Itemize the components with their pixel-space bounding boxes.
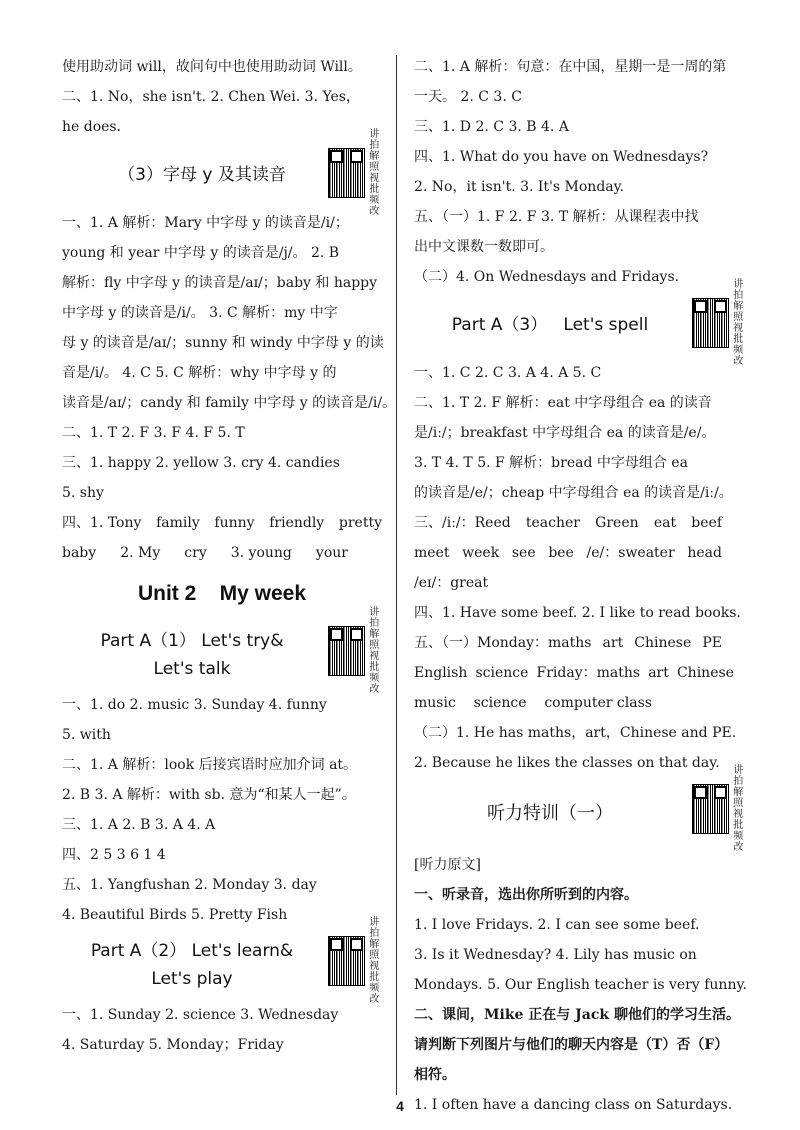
text-line: 使用助动词 will，故问句中也使用助动词 Will。 (62, 59, 362, 75)
word: Green (595, 515, 639, 531)
text-line: 二、课间，Mike 正在与 Jack 聊他们的学习生活。 (414, 1007, 740, 1023)
text-line: music science computer class (414, 695, 652, 711)
qr-code-icon[interactable] (692, 279, 746, 367)
word: Friday：maths (536, 665, 641, 681)
page-number: 4 (396, 1098, 404, 1114)
section-header-part-a2 (62, 917, 382, 1005)
text-line: 一、听录音，选出你所听到的内容。 (414, 887, 638, 903)
text-line (414, 628, 722, 658)
text-line: 3. Is it Wednesday? 4. Lily has music on (414, 947, 697, 963)
text-line: 解析：fly 中字母 y 的读音是/aɪ/；baby 和 happy (62, 275, 378, 291)
text-line: 2. B 3. A 解析：with sb. 意为“和某人一起”。 (62, 787, 356, 803)
text-line: 五、（一）1. F 2. F 3. T 解析：从课程表中找 (414, 209, 699, 225)
word: 五、（一）Monday：maths (414, 635, 592, 651)
section-title: （3）字母 y 及其读音 (118, 165, 286, 185)
qr-code-icon[interactable] (328, 607, 382, 695)
text-line: 母 y 的读音是/aɪ/；sunny 和 windy 中字母 y 的读 (62, 335, 384, 351)
text-line: 四、2 5 3 6 1 4 (62, 847, 166, 863)
right-column (414, 52, 746, 1120)
text-line: 二、1. T 2. F 3. F 4. F 5. T (62, 425, 245, 441)
text-line: 1. I love Fridays. 2. I can see some beef. (414, 917, 700, 933)
word: meet (414, 545, 450, 561)
word: head (687, 545, 722, 561)
section-title: 听力特训（一） (487, 803, 613, 824)
word: Chinese (676, 665, 734, 681)
qr-code-image (692, 784, 729, 834)
word: cry (184, 545, 207, 561)
text-line: 请判断下列图片与他们的聊天内容是（T）否（F） (414, 1037, 729, 1053)
section-title-line: Part A（1） Let's try& (100, 631, 284, 651)
text-line: 三、1. happy 2. yellow 3. cry 4. candies (62, 455, 340, 471)
qr-code-image (328, 148, 365, 198)
qr-code-icon[interactable] (328, 917, 382, 1005)
unit-title: Unit 2 My week (137, 582, 307, 605)
text-line: 读音是/aɪ/；candy 和 family 中字母 y 的读音是/i/。 (62, 395, 397, 411)
word: week (462, 545, 500, 561)
text-line: 2. No，it isn't. 3. It's Monday. (414, 179, 625, 195)
text-line: 二、1. A 解析：look 后接宾语时应加介词 at。 (62, 757, 358, 773)
section-title-line: Let's play (151, 969, 233, 989)
qr-label: 讲拍解照视批频改 (733, 279, 744, 367)
text-line: （二）1. He has maths，art，Chinese and PE. (414, 725, 737, 741)
text-line: （二）4. On Wednesdays and Fridays. (414, 269, 680, 285)
qr-label: 讲拍解照视批频改 (369, 917, 380, 1005)
text-line (414, 538, 722, 568)
text-line: 5. shy (62, 485, 104, 501)
word: your (315, 545, 348, 561)
text-line: 是/iː/；breakfast 中字母组合 ea 的读音是/e/。 (414, 425, 716, 441)
text-line: 四、1. What do you have on Wednesdays? (414, 149, 709, 165)
word: see (511, 545, 536, 561)
word: 2. My (120, 545, 161, 561)
text-line (414, 658, 734, 688)
text-line (62, 538, 348, 568)
word: friendly (269, 515, 325, 531)
text-line: 相符。 (414, 1067, 456, 1083)
word: pretty (338, 515, 382, 531)
qr-code-image (328, 936, 365, 986)
word: art (602, 635, 624, 651)
text-line: /eɪ/：great (414, 575, 489, 591)
word: bee (548, 545, 574, 561)
section-header-letter-y (62, 129, 382, 217)
text-line (414, 508, 722, 538)
section-header-part-a1 (62, 607, 382, 695)
word: science (475, 665, 529, 681)
unit-header (62, 568, 382, 620)
text-line: 中字母 y 的读音是/i/。 3. C 解析：my 中字 (62, 305, 338, 321)
text-line: 4. Beautiful Birds 5. Pretty Fish (62, 907, 288, 923)
word: baby (62, 545, 97, 561)
text-line: 二、1. A 解析：句意：在中国，星期一是一周的第 (414, 59, 727, 75)
qr-code-image (328, 626, 365, 676)
qr-label: 讲拍解照视批频改 (369, 607, 380, 695)
text-line: 音是/i/。 4. C 5. C 解析：why 中字母 y 的 (62, 365, 337, 381)
section-title: Part A（3） Let's spell (451, 315, 649, 335)
text-line: 1. I often have a dancing class on Saturdays. (414, 1097, 733, 1113)
word: beef (691, 515, 722, 531)
text-line: 4. Saturday 5. Monday；Friday (62, 1037, 284, 1053)
text-line: 三、1. D 2. C 3. B 4. A (414, 119, 569, 135)
word: PE (702, 635, 722, 651)
text-line: 一、1. A 解析：Mary 中字母 y 的读音是/i/； (62, 215, 349, 231)
text-line: 一、1. do 2. music 3. Sunday 4. funny (62, 697, 327, 713)
column-divider (396, 55, 397, 1095)
text-line: 的读音是/e/；cheap 中字母组合 ea 的读音是/iː/。 (414, 485, 733, 501)
word: eat (653, 515, 677, 531)
word: teacher (525, 515, 580, 531)
word: English (414, 665, 468, 681)
section-title-line: Let's talk (153, 659, 231, 679)
text-line: [听力原文] (414, 857, 481, 873)
word: Chinese (634, 635, 692, 651)
section-title (100, 627, 283, 683)
qr-code-image (692, 298, 729, 348)
qr-code-icon[interactable] (692, 765, 746, 853)
qr-code-icon[interactable] (328, 129, 382, 217)
text-line: 3. T 4. T 5. F 解析：bread 中字母组合 ea (414, 455, 688, 471)
word: /e/：sweater (586, 545, 675, 561)
word: art (648, 665, 669, 681)
word: funny (214, 515, 255, 531)
left-column (62, 52, 397, 1060)
qr-label: 讲拍解照视批频改 (733, 765, 744, 853)
text-line: 出中文课数一数即可。 (414, 239, 554, 255)
section-title (91, 937, 293, 993)
text-line (62, 508, 382, 538)
text-line: young 和 year 中字母 y 的读音是/j/。 2. B (62, 245, 340, 261)
text-line: 五、1. Yangfushan 2. Monday 3. day (62, 877, 317, 893)
word: family (156, 515, 200, 531)
text-line: Mondays. 5. Our English teacher is very funny. (414, 977, 747, 993)
text-line: 三、1. A 2. B 3. A 4. A (62, 817, 216, 833)
word: 三、/iː/：Reed (414, 515, 511, 531)
text-line: 一天。 2. C 3. C (414, 89, 522, 105)
word: 四、1. Tony (62, 515, 142, 531)
word: 3. young (230, 545, 292, 561)
section-title-line: Part A（2） Let's learn& (90, 941, 294, 961)
text-line: 四、1. Have some beef. 2. I like to read books. (414, 605, 741, 621)
text-line: 二、1. T 2. F 解析：eat 中字母组合 ea 的读音 (414, 395, 712, 411)
text-line: 二、1. No，she isn't. 2. Chen Wei. 3. Yes， (62, 89, 360, 105)
section-header-part-a3 (414, 279, 746, 367)
text-line: he does. (62, 119, 122, 135)
text-line: 2. Because he likes the classes on that day. (414, 755, 720, 771)
text-line: 一、1. Sunday 2. science 3. Wednesday (62, 1007, 339, 1023)
qr-label: 讲拍解照视批频改 (369, 129, 380, 217)
section-header-listening (414, 765, 746, 853)
text-line: 一、1. C 2. C 3. A 4. A 5. C (414, 365, 602, 381)
text-line: 5. with (62, 727, 111, 743)
